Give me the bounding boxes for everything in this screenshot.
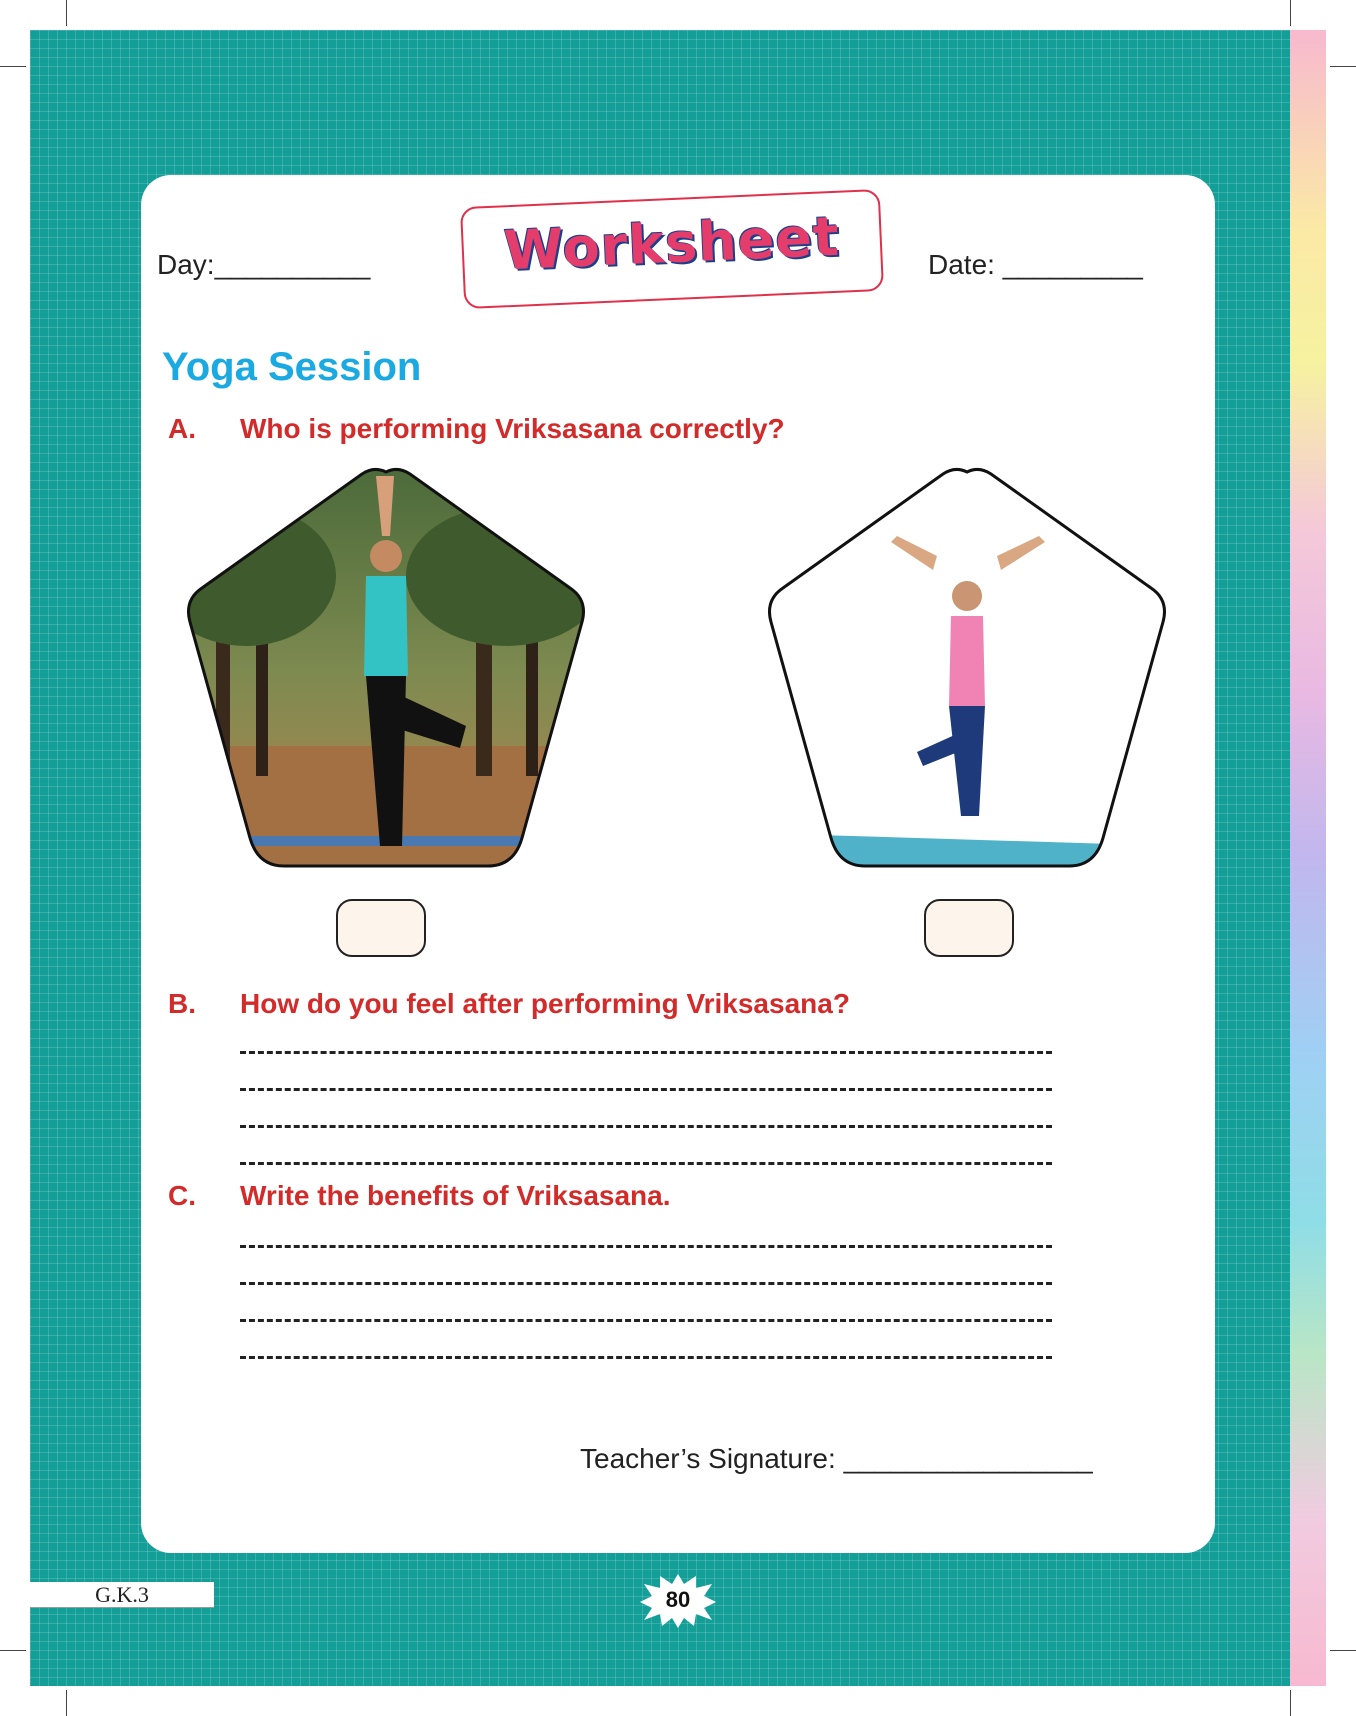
question-c-text: Write the benefits of Vriksasana. [240, 1180, 671, 1211]
question-c-letter: C. [168, 1180, 196, 1211]
teacher-signature-field: Teacher’s Signature: ________________ [580, 1443, 1093, 1474]
question-b-text: How do you feel after performing Vriksasana? [240, 988, 850, 1019]
answer-line[interactable] [240, 1017, 1052, 1054]
crop-mark [0, 1650, 26, 1651]
answer-line[interactable] [240, 1211, 1052, 1248]
section-title: Yoga Session [162, 345, 422, 389]
answer-box-left[interactable] [336, 899, 426, 957]
crop-mark [66, 1690, 67, 1716]
answer-line[interactable] [240, 1128, 1052, 1165]
worksheet-title: Worksheet [502, 204, 841, 283]
answer-line[interactable] [240, 1322, 1052, 1359]
book-code: G.K.3 [30, 1582, 214, 1608]
question-a-text: Who is performing Vriksasana correctly? [240, 413, 785, 444]
yoga-tree-pose-outdoor-icon [176, 466, 596, 874]
crop-mark [66, 0, 67, 26]
crop-mark [0, 66, 26, 67]
crop-mark [1290, 1690, 1291, 1716]
page-number: 80 [665, 1587, 691, 1612]
answer-line[interactable] [240, 1285, 1052, 1322]
crop-mark [1290, 0, 1291, 26]
photo-outdoor [176, 466, 596, 874]
worksheet-badge [460, 189, 884, 309]
date-field: Date: _________ [928, 249, 1143, 280]
answer-lines-b [240, 1017, 1052, 1165]
answer-line[interactable] [240, 1091, 1052, 1128]
photo-studio [757, 466, 1177, 874]
answer-box-right[interactable] [924, 899, 1014, 957]
day-field: Day:__________ [157, 249, 371, 280]
answer-line[interactable] [240, 1248, 1052, 1285]
yoga-tree-pose-studio-icon [757, 466, 1177, 874]
answer-line[interactable] [240, 1054, 1052, 1091]
crop-mark [1330, 1650, 1356, 1651]
question-a-letter: A. [168, 413, 196, 444]
question-b-letter: B. [168, 988, 196, 1019]
page-number-badge [638, 1572, 718, 1633]
answer-lines-c [240, 1211, 1052, 1359]
crop-mark [1330, 66, 1356, 67]
page-edge-strip [1290, 30, 1326, 1686]
